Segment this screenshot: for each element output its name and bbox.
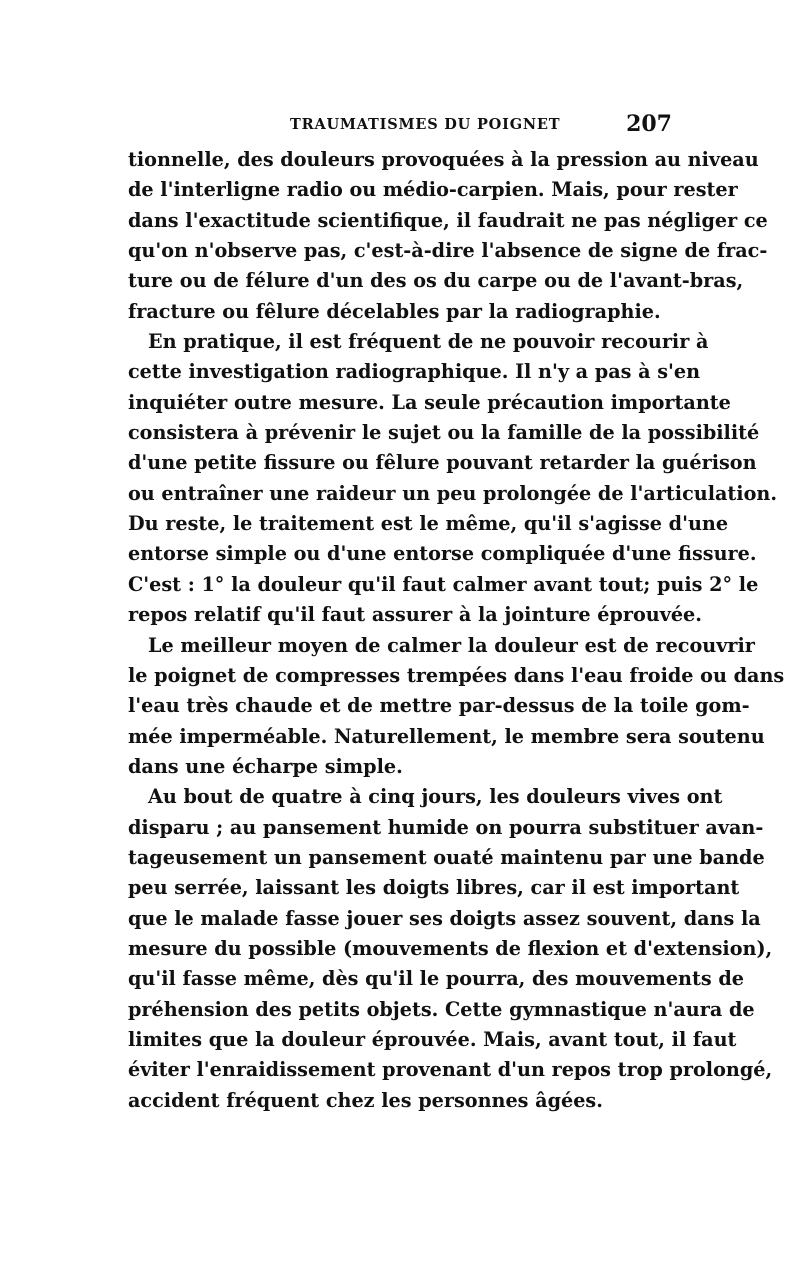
text-line: tionnelle, des douleurs provoquées à la pression au niveau (128, 148, 759, 171)
text-line: éviter l'enraidissement provenant d'un repos trop prolongé, (128, 1058, 773, 1082)
text-line: mée imperméable. Naturellement, le membre sera soutenu (128, 724, 765, 748)
text-line: dans une écharpe simple. (128, 754, 403, 778)
text-line: C'est : 1° la douleur qu'il faut calmer avant tout; puis 2° le (128, 572, 759, 596)
text-line: mesure du possible (mouvements de flexion et d'extension), (128, 936, 773, 960)
text-line: le poignet de compresses trempées dans l'eau froide ou dans (128, 663, 785, 687)
page-number: 207 (626, 111, 672, 137)
text-line: consistera à prévenir le sujet ou la famille de la possibilité (128, 421, 760, 445)
running-head (128, 113, 672, 143)
text-line: Du reste, le traitement est le même, qu'il s'agisse d'une (128, 512, 729, 536)
text-line: inquiéter outre mesure. La seule précaution importante (128, 390, 731, 414)
text-line: ture ou de félure d'un des os du carpe ou de l'avant-bras, (128, 269, 744, 293)
text-line: cette investigation radiographique. Il n'y a pas à s'en (128, 360, 701, 384)
text-line: dans l'exactitude scientifique, il faudrait ne pas négliger ce (128, 208, 768, 232)
text-line: Au bout de quatre à cinq jours, les douleurs vives ont (148, 785, 723, 809)
text-line: ou entraîner une raideur un peu prolongée de l'articulation. (128, 481, 778, 505)
text-line: disparu ; au pansement humide on pourra substituer avan- (128, 815, 764, 839)
text-line: qu'on n'observe pas, c'est-à-dire l'absence de signe de frac- (128, 239, 768, 263)
text-line: préhension des petits objets. Cette gymnastique n'aura de (128, 997, 755, 1021)
text-line: entorse simple ou d'une entorse compliquée d'une fissure. (128, 542, 757, 566)
text-line: En pratique, il est fréquent de ne pouvoir recourir à (148, 330, 709, 354)
text-line: fracture ou fêlure décelables par la radiographie. (128, 299, 661, 323)
text-line: l'eau très chaude et de mettre par-dessus de la toile gom- (128, 694, 750, 718)
text-line: Le meilleur moyen de calmer la douleur est de recouvrir (148, 633, 755, 657)
text-line: limites que la douleur éprouvée. Mais, avant tout, il faut (128, 1027, 737, 1051)
text-line: accident fréquent chez les personnes âgées. (128, 1088, 603, 1112)
text-line: peu serrée, laissant les doigts libres, car il est important (128, 876, 740, 900)
text-line: de l'interligne radio ou médio-carpien. Mais, pour rester (128, 178, 738, 202)
text-line: repos relatif qu'il faut assurer à la jointure éprouvée. (128, 603, 702, 627)
running-title: TRAUMATISMES DU POIGNET (290, 116, 561, 133)
body-text (128, 145, 785, 1116)
text-line: que le malade fasse jouer ses doigts assez souvent, dans la (128, 906, 761, 930)
text-line: tageusement un pansement ouaté maintenu par une bande (128, 845, 765, 869)
text-line: qu'il fasse même, dès qu'il le pourra, des mouvements de (128, 967, 744, 991)
text-line: d'une petite fissure ou fêlure pouvant retarder la guérison (128, 451, 757, 475)
